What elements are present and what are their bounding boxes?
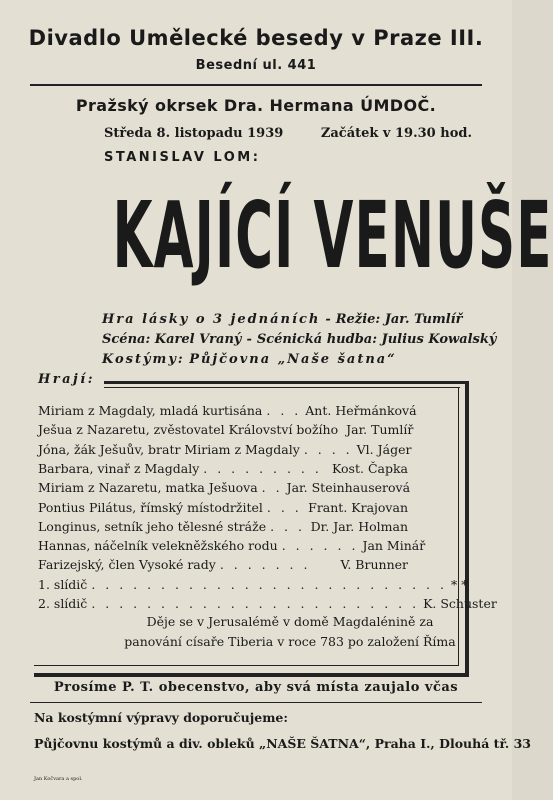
cast-leader-dots: . . . . . . . . . [203,460,322,476]
cast-role: Ješua z Nazaretu, zvěstovatel Království božího [38,422,339,438]
music-name: Julius Kowalský [381,332,497,347]
credit-line-costumes [102,352,397,367]
cast-role: 1. slídič [38,576,88,592]
author-name: STANISLAV LOM: [104,150,261,165]
cast-role: Miriam z Nazaretu, matka Ješuova [38,480,258,496]
costumes-name: Půjčovna „Naše šatna“ [189,352,397,367]
cast-box-right [465,381,469,677]
cast-actor: Vl. Jáger [356,441,412,457]
cast-box-top-inner [104,387,460,388]
theatre-address: Besední ul. 441 [195,58,317,73]
music-label: Scénická hudba: [256,332,378,347]
cast-role: Longinus, setník jeho tělesné stráže [38,518,267,534]
cast-leader-dots: . . . . . . . [219,557,311,573]
cast-role: Hannas, náčelník velekněžského rodu [38,538,278,554]
cast-role: Miriam z Magdaly, mladá kurtisána [38,403,263,418]
printer-imprint: Jan Kočvara a spol. [34,776,83,782]
cast-role: Pontius Pilátus, římský místodržitel [38,499,263,515]
cast-actor: Ant. Heřmánková [305,403,417,418]
cast-actor: Dr. Jar. Holman [310,518,408,534]
costumes-label: Kostýmy: [102,352,185,367]
cast-actor: Frant. Krajovan [308,499,408,515]
footer-divider [30,702,482,703]
start-time: Začátek v 19.30 hod. [320,126,472,141]
cast-leader-dots: . . . . . . . . . . . . . . . . . . . . . . . . . . [91,576,447,592]
cast-leader-dots: . . [261,480,283,496]
cast-row [38,576,468,595]
cast-role: Barbara, vinař z Magdaly [38,460,200,476]
scene-label: Scéna: [102,332,151,347]
district-organizer: Pražský okrsek Dra. Hermana ÚMDOČ. [75,96,437,115]
cast-row [38,441,412,460]
cast-leader-dots: . . . [266,403,302,418]
credit-line-genre: Hra lásky o 3 jednáních - Režie: Jar. Tumlíř [102,312,463,327]
cast-box-top [104,381,468,384]
director-label: Režie: [335,312,381,327]
director-name: Jar. Tumlíř [384,312,463,327]
cast-role: 2. slídič [38,596,88,611]
cast-leader-dots: . . . [270,518,305,534]
cast-actor: Kost. Čapka [332,460,408,476]
cast-actor: Jar. Tumlíř [346,422,414,438]
cast-row [38,403,417,421]
audience-request: Prosíme P. T. obecenstvo, aby svá místa zaujalo včas [53,680,459,695]
cast-leader-dots: . . . [266,499,302,515]
header-divider [30,84,482,86]
cast-row [38,538,426,556]
setting-note: Děje se v Jerusalémě v domě Magdalénině za panování císaře Tiberia v roce 783 po založení Říma [124,614,456,649]
play-title: KAJÍCÍ VENUŠE [112,182,553,289]
cast-box-bottom [34,673,469,677]
credit-line-scene: Scéna: Karel Vraný - Scénická hudba: Julius Kowalský [102,332,497,347]
cast-row [38,519,408,537]
cast-row [38,422,414,440]
theatre-name: Divadlo Umělecké besedy v Praze III. [28,26,484,50]
cast-leader-dots: . . . . . . [281,538,359,554]
cast-box-bottom-inner [34,665,459,666]
cast-actor: V. Brunner [340,557,408,573]
cast-actor: Jar. Steinhauserová [286,480,411,496]
cast-row [38,500,408,518]
performance-date: Středa 8. listopadu 1939 [104,126,284,141]
cast-actor: Jan Minář [362,538,426,554]
genre-text: Hra lásky o 3 jednáních [102,312,321,327]
cast-role: Farizejský, člen Vysoké rady [38,557,216,573]
cast-row [38,557,408,575]
cast-row [38,480,411,498]
cast-actor: K. Schuster [423,596,497,611]
cast-actor: * * [450,576,468,592]
cast-heading: Hrají: [38,372,95,387]
costume-recommendation-heading: Na kostýmní výpravy doporučujeme: [34,710,288,725]
cast-leader-dots: . . . . . . . . . . . . . . . . . . . . . . . . [91,596,420,611]
cast-leader-dots: . . . . [303,441,353,457]
costume-rental-shop: Půjčovnu kostýmů a div. obleků „NAŠE ŠATNA“, Praha I., Dlouhá tř. 33 [34,736,531,751]
scene-name: Karel Vraný [154,332,242,347]
cast-row [38,461,408,479]
cast-role: Jóna, žák Ješuův, bratr Miriam z Magdaly [38,441,300,457]
